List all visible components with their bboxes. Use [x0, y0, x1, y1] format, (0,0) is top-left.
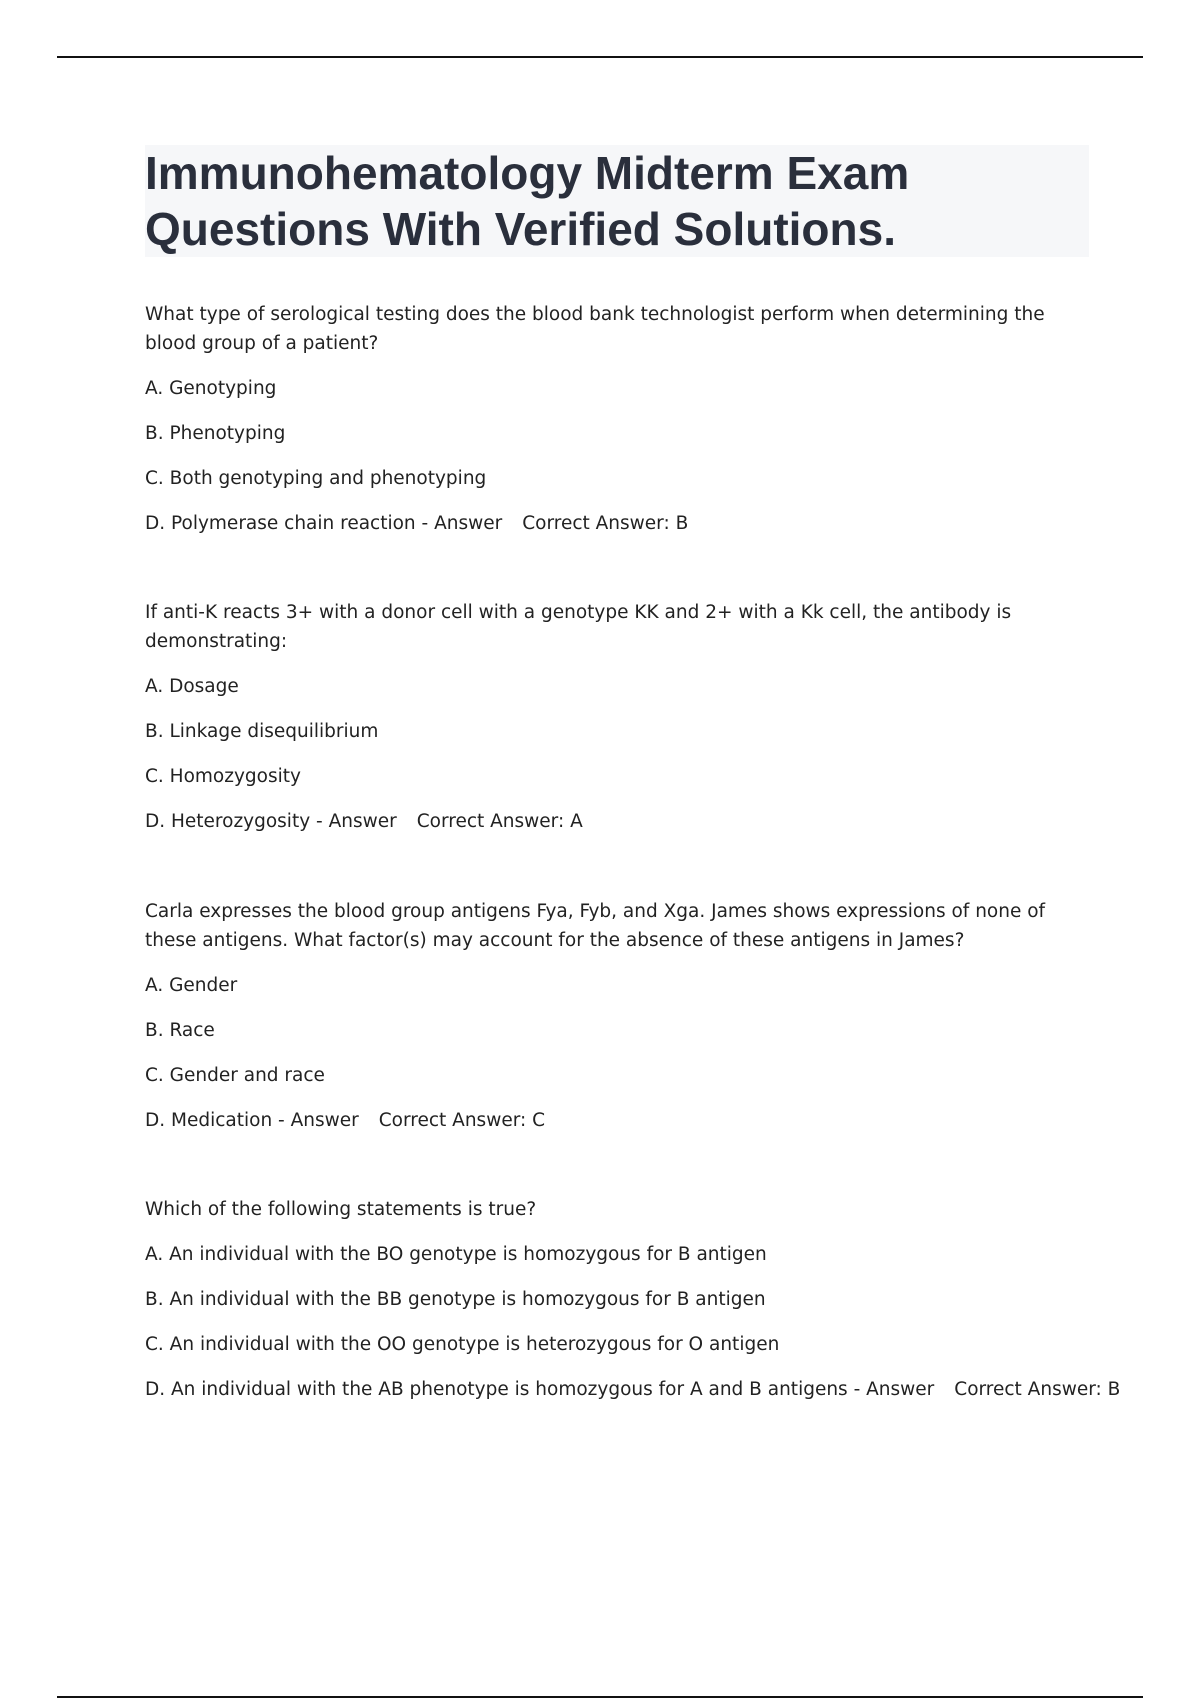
question-text: What type of serological testing does the blood bank technologist perform when determining the blood group of a patient?: [145, 304, 1045, 354]
title-block: [145, 145, 1089, 257]
title-line-2: Questions With Verified Solutions.: [145, 203, 896, 255]
option-a: A. Gender: [145, 975, 238, 996]
option-b: B. Linkage disequilibrium: [145, 721, 379, 742]
page-title: [145, 145, 1089, 257]
document-body: [145, 300, 1121, 1404]
option-d: [145, 509, 1095, 538]
question-text: If anti-K reacts 3+ with a donor cell with a genotype KK and 2+ with a Kk cell, the antibody is demonstrating:: [145, 602, 1012, 652]
correct-answer: Correct Answer: C: [378, 1110, 546, 1131]
bottom-rule: [57, 1696, 1143, 1698]
option-b: B. Phenotyping: [145, 423, 286, 444]
option-c: C. Gender and race: [145, 1065, 325, 1086]
question-3: [145, 897, 1095, 1135]
option-a: A. An individual with the BO genotype is homozygous for B antigen: [145, 1244, 767, 1265]
option-d-text: D. Medication - Answer: [145, 1110, 359, 1131]
option-d-text: D. Heterozygosity - Answer: [145, 811, 397, 832]
option-a: A. Genotyping: [145, 378, 277, 399]
question-text: Carla expresses the blood group antigens Fya, Fyb, and Xga. James shows expressions of none of these antigens. What factor(s) may account for the absence of these antigens in James?: [145, 901, 1046, 951]
title-line-1: Immunohematology Midterm Exam: [145, 147, 910, 199]
question-2: [145, 598, 1095, 836]
question-text: Which of the following statements is true?: [145, 1199, 537, 1220]
option-b: B. An individual with the BB genotype is homozygous for B antigen: [145, 1289, 766, 1310]
option-c: C. An individual with the OO genotype is heterozygous for O antigen: [145, 1334, 780, 1355]
option-d-text: D. An individual with the AB phenotype is homozygous for A and B antigens - Answer: [145, 1379, 935, 1400]
option-b: B. Race: [145, 1020, 215, 1041]
option-d: [145, 1106, 1095, 1135]
correct-answer: Correct Answer: B: [522, 513, 689, 534]
top-rule: [57, 56, 1143, 58]
correct-answer: Correct Answer: B: [954, 1379, 1121, 1400]
option-d: [145, 1375, 1121, 1404]
option-a: A. Dosage: [145, 676, 239, 697]
option-c: C. Both genotyping and phenotyping: [145, 468, 487, 489]
correct-answer: Correct Answer: A: [416, 811, 583, 832]
option-d-text: D. Polymerase chain reaction - Answer: [145, 513, 503, 534]
question-4: [145, 1195, 1121, 1404]
question-1: [145, 300, 1095, 538]
option-c: C. Homozygosity: [145, 766, 301, 787]
option-d: [145, 807, 1095, 836]
